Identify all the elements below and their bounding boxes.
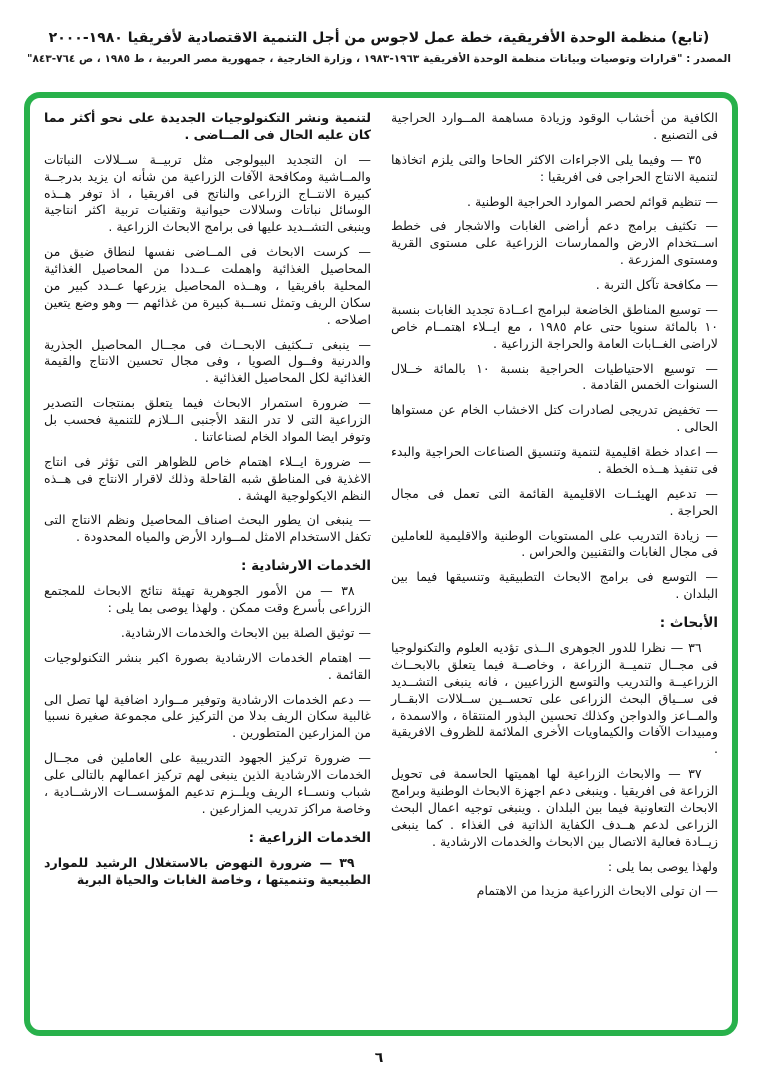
paragraph: — تنظيم قوائم لحصر الموارد الحراجية الوطنية . [467, 193, 718, 209]
page-header [0, 0, 758, 65]
paragraph: — زيادة التدريب على المستويات الوطنية والاقليمية للعاملين فى مجال الغابات والتقنيين والحراس . [391, 527, 718, 560]
paragraph: — توثيق الصلة بين الابحاث والخدمات الارشادية. [120, 624, 371, 640]
paragraph: لتنمية ونشر التكنولوجيات الجديدة على نحو أكثر مما كان عليه الحال فى المــاضى . [44, 110, 371, 142]
paragraph: — ان تولى الابحاث الزراعية مزيدا من الاهتمام [476, 883, 718, 899]
paragraph: ٣٥ — وفيما يلى الاجراءات الاكثر الحاحا والتى يلزم اتخاذها لتنمية الانتاج الحراجى فى افريقيا : [391, 151, 718, 184]
paragraph: — توسيع المناطق الخاضعة لبرامج اعــادة تجديد الغابات بنسبة ١٠ بالمائة سنويا حتى عام ١٩٨٥ ، مع ايــلاء اهتمــام خاص لاراضى الغــابات العامة والحراجة الزراعية . [391, 301, 718, 351]
paragraph: — تخفيض تدريجى لصادرات كتل الاخشاب الخام عن مستواها الحالى . [391, 402, 718, 435]
paragraph: — اهتمام الخدمات الارشادية بصورة اكبر بنشر التكنولوجيات القائمة . [44, 649, 371, 682]
paragraph: — توسيع الاحتياطيات الحراجية بنسبة ١٠ بالمائة خــلال السنوات الخمس القادمة . [391, 360, 718, 393]
paragraph: — ينبغى تــكثيف الابحــاث فى مجــال المحاصيل الجذرية والدرنية وفــول الصويا ، وفى مجال تحسين الانتاج والقيمة الغذائية لكل المحاصيل الغذائية . [44, 336, 371, 386]
paragraph: — تكثيف برامج دعم أراضى الغابات والاشجار فى خطط اســتخدام الارض والممارسات الزراعية على مستوى القرية ومستوى المزرعة . [391, 218, 718, 268]
paragraph: — ينبغى ان يطور البحث اصناف المحاصيل ونظم الانتاج التى تكفل الاستخدام الامثل لمــوارد الأرض والمياه المحدودة . [44, 512, 371, 545]
section-heading: الخدمات الارشادية : [241, 558, 371, 575]
paragraph: — دعم الخدمات الارشادية وتوفير مــوارد اضافية لها تصل الى غالبية سكان الريف بدلا من التركيز على مجموعة صغيرة نسبيا من المزارعين المتطورين . [44, 691, 371, 741]
paragraph: — تدعيم الهيئــات الاقليمية القائمة التى تعمل فى مجال الحراجة . [391, 485, 718, 518]
paragraph: ٣٧ — والابحاث الزراعية لها اهميتها الحاسمة فى تحويل الزراعة فى افريقيا . وينبغى دعم اجهزة الابحاث الوطنية وبرامج الابحاث التعاونية فيما بين البلدان . وينبغى توجيه اعمال البحث الزراعى لدعم هــدف الكفاية الذاتية فى الغذاء . كما ينبغى زيــادة فعالية الاتصال بين الابحاث والخدمات الارشادية . [391, 766, 718, 849]
paragraph: ولهذا يوصى بما يلى : [607, 858, 718, 874]
content-frame [24, 92, 738, 1036]
paragraph: — ضرورة ايــلاء اهتمام خاص للظواهر التى تؤثر فى انتاج الاغذية فى المناطق شبه القاحلة وذلك لاقرار الانتاج فى هــذه النظم الايكولوجية الهشة . [44, 453, 371, 503]
paragraph: ٣٩ — ضرورة النهوض بالاستغلال الرشيد للموارد الطبيعية وتنميتها ، وخاصة الغابات والحياة البرية [44, 854, 371, 887]
document-title: (تابع) منظمة الوحدة الأفريقية، خطة عمل لاجوس من أجل التنمية الاقتصادية لأفريقيا ١٩٨٠-٢٠٠٠ [48, 30, 710, 46]
paragraph: — ضرورة تركيز الجهود التدريبية على العاملين فى مجــال الخدمات الارشادية الذين ينبغى لهم تركيز اعمالهم بالتالى على شباب ونســاء الريف ويلــزم تدعيم المؤسســات الارشــادية ، وخاصة مراكز تدريب المزارعين . [44, 750, 371, 816]
column-right [391, 110, 718, 1022]
paragraph: — ضرورة استمرار الابحاث فيما يتعلق بمنتجات التصدير الزراعية التى لا تدر النقد الأجنبى الــلازم للتنمية فحسب بل وتوفر ايضا المواد الخام لصناعاتنا . [44, 395, 371, 444]
paragraph: — مكافحة تآكل التربة . [595, 277, 718, 292]
paragraph: — كرست الابحاث فى المــاضى نفسها لنطاق ضيق من المحاصيل الغذائية واهملت عــددا من المحاصيل الغذائية المحلية بافريقيا ، وهــذه المحاصيل يزرعها عــدد كبير من سكان الريف وتمثل نســبة كبيرة من غذائهم — وهو وضع يتعين اصلاحه . [44, 244, 371, 327]
text-columns [44, 110, 718, 1022]
paragraph: — اعداد خطة اقليمية لتنمية وتنسيق الصناعات الحراجية والبدء فى تنفيذ هــذه الخطة . [391, 444, 718, 476]
paragraph: الكافية من أخشاب الوقود وزيادة مساهمة المــوارد الحراجية فى التصنيع . [391, 110, 718, 142]
section-heading: الخدمات الزراعية : [248, 829, 371, 846]
paragraph: — التوسع فى برامج الابحاث التطبيقية وتنسيقها فيما بين البلدان . [391, 569, 718, 602]
paragraph: ٣٨ — من الأمور الجوهرية تهيئة نتائج الابحاث للمجتمع الزراعى بأسرع وقت ممكن . ولهذا يوصى بما يلى : [44, 583, 371, 615]
source-line: المصدر : "قرارات وتوصيات وبيانات منظمة الوحدة الأفريقية ١٩٦٣-١٩٨٣ ، وزارة الخارجية ، جمهورية مصر العربية ، ط ١٩٨٥ ، ص ٧٦٤-٨٤٣" [27, 53, 731, 65]
column-left [44, 110, 371, 1022]
paragraph: — ان التجديد البيولوجى مثل تربيــة ســلالات النباتات والمــاشية ومكافحة الآفات الزراعية من شأنه ان يزيد بدرجــة كبيرة الانتــاج الزراعى والناتج فى افريقيا ، اذ توفر هــذه الوسائل نباتات وسلالات حيوانية وتقنيات تربية اكثر انتاجية وينبغى التشــديد عليها فى برامج الابحاث الزراعية . [44, 151, 371, 235]
page-number: ٦ [374, 1050, 384, 1066]
paragraph: ٣٦ — نظرا للدور الجوهرى الــذى تؤديه العلوم والتكنولوجيا فى مجــال تنميــة الزراعة ، وخاصــة فيما يتعلق بالابحــاث الزراعيــة والتدريب والتوسع الزراعيين ، فانه ينبغى التشــديد فى ســياق البحث الزراعى على تحســين ســلالات الابقــار والمــاعز والدواجن وكذلك تحسين البذور المنتقاة ، والاسمدة ، ومبيدات الآفات والكيماويات الأخرى الملائمة للظروف الافريقية . [391, 640, 718, 757]
section-heading: الأبحاث : [659, 615, 718, 631]
